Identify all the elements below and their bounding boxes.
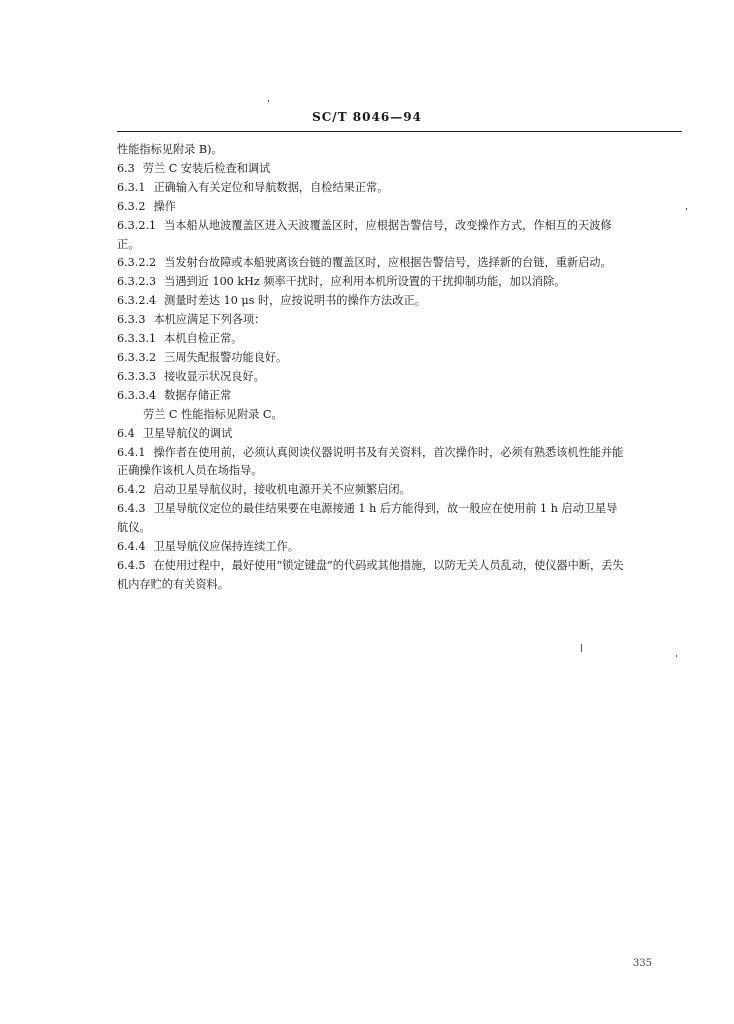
clause-text: 劳兰 C 性能指标见附录 C。 bbox=[143, 407, 283, 421]
clause-text: 正确输入有关定位和导航数据，自检结果正常。 bbox=[153, 180, 389, 194]
document-body bbox=[117, 141, 682, 595]
clause-text: 性能指标见附录 B)。 bbox=[117, 143, 223, 156]
text-line bbox=[117, 254, 682, 273]
text-line bbox=[117, 160, 682, 179]
clause-text: 卫星导航仪定位的最佳结果要在电源接通 1 h 后方能得到，故一般应在使用前 1 h 启动卫星导 bbox=[153, 502, 618, 516]
text-line bbox=[117, 311, 682, 330]
clause-text: 当本船从地波覆盖区进入天波覆盖区时，应根据告警信号，改变操作方式，作相互的天波修 bbox=[164, 218, 612, 232]
text-line bbox=[117, 330, 682, 349]
clause-number: 6.3.2 bbox=[117, 199, 146, 213]
text-line bbox=[117, 141, 682, 160]
text-line bbox=[117, 198, 682, 217]
text-line bbox=[117, 519, 682, 538]
text-line bbox=[117, 481, 682, 500]
text-line bbox=[117, 500, 682, 519]
scan-speck bbox=[686, 208, 687, 210]
clause-text: 卫星导航仪应保持连续工作。 bbox=[153, 540, 299, 554]
clause-number: 6.3.2.2 bbox=[117, 256, 157, 270]
clause-number: 6.3.3.2 bbox=[117, 350, 157, 364]
clause-number: 6.4 bbox=[117, 426, 135, 440]
text-line bbox=[117, 179, 682, 198]
clause-text: 三周失配报警功能良好。 bbox=[164, 350, 288, 364]
text-line bbox=[117, 444, 682, 463]
clause-text: 启动卫星导航仪时，接收机电源开关不应频繁启闭。 bbox=[153, 483, 411, 497]
text-line bbox=[117, 425, 682, 444]
header-rule bbox=[117, 131, 682, 132]
clause-text: 本机应满足下列各项： bbox=[153, 313, 266, 327]
text-line bbox=[117, 462, 682, 481]
clause-text: 机内存贮的有关资料。 bbox=[117, 577, 229, 591]
clause-text: 正确操作该机人员在场指导。 bbox=[117, 464, 263, 478]
clause-text: 卫星导航仪的调试 bbox=[142, 426, 233, 440]
clause-text: 正。 bbox=[117, 237, 140, 251]
clause-text: 当遇到近 100 kHz 频率干扰时，应利用本机所设置的干扰抑制功能，加以消除。 bbox=[164, 275, 566, 289]
text-line bbox=[117, 292, 682, 311]
clause-number: 6.4.1 bbox=[117, 445, 146, 459]
clause-number: 6.3.2.3 bbox=[117, 275, 157, 289]
text-line bbox=[117, 387, 682, 406]
text-line bbox=[117, 368, 682, 387]
clause-number: 6.4.3 bbox=[117, 502, 146, 516]
clause-text: 操作者在使用前，必须认真阅读仪器说明书及有关资料，首次操作时，必须有熟悉该机性能并能 bbox=[153, 445, 624, 459]
clause-number: 6.3.3.1 bbox=[117, 332, 157, 346]
clause-number: 6.3.3.3 bbox=[117, 369, 157, 383]
text-line bbox=[117, 236, 682, 255]
clause-text: 当发射台故障或本船驶离该台链的覆盖区时，应根据告警信号，选择新的台链，重新启动。 bbox=[164, 256, 612, 270]
clause-text: 数据存储正常 bbox=[164, 388, 232, 402]
scan-speck bbox=[676, 655, 677, 657]
clause-text: 测量时差达 10 μs 时，应按说明书的操作方法改正。 bbox=[164, 294, 426, 308]
text-line bbox=[117, 557, 682, 576]
scan-speck bbox=[581, 644, 582, 652]
clause-number: 6.4.2 bbox=[117, 483, 146, 497]
text-line bbox=[117, 576, 682, 595]
clause-text: 接收显示状况良好。 bbox=[164, 369, 265, 383]
text-line bbox=[117, 406, 682, 425]
clause-number: 6.4.5 bbox=[117, 558, 146, 572]
clause-text: 在使用过程中，最好使用“锁定键盘”的代码或其他措施，以防无关人员乱动，使仪器中断，丢失 bbox=[153, 558, 624, 572]
clause-number: 6.3.3.4 bbox=[117, 388, 157, 402]
text-line bbox=[117, 349, 682, 368]
clause-number: 6.4.4 bbox=[117, 540, 146, 554]
text-line bbox=[117, 273, 682, 292]
page-number: 335 bbox=[632, 958, 652, 969]
text-line bbox=[117, 217, 682, 236]
scan-speck bbox=[268, 100, 269, 102]
clause-text: 本机自检正常。 bbox=[164, 332, 243, 346]
clause-text: 操作 bbox=[153, 199, 176, 213]
clause-number: 6.3.3 bbox=[117, 313, 146, 327]
text-line bbox=[117, 538, 682, 557]
clause-text: 劳兰 C 安装后检查和调试 bbox=[142, 161, 271, 175]
clause-number: 6.3 bbox=[117, 161, 135, 175]
clause-number: 6.3.1 bbox=[117, 180, 146, 194]
standard-code-header: SC/T 8046—94 bbox=[312, 110, 422, 124]
clause-number: 6.3.2.1 bbox=[117, 218, 157, 232]
clause-number: 6.3.2.4 bbox=[117, 294, 157, 308]
clause-text: 航仪。 bbox=[117, 521, 151, 535]
